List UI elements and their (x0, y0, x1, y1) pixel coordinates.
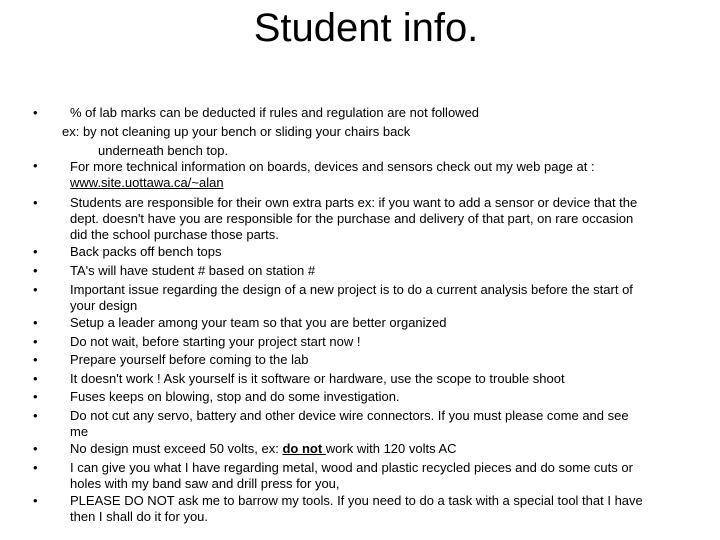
bullet-icon: • (33, 493, 38, 508)
bullet-icon: • (33, 441, 38, 456)
page-title: Student info. (253, 6, 479, 50)
emphasis-text: do not (282, 441, 326, 456)
bullet-icon: • (33, 334, 38, 349)
list-item-line: me (70, 424, 89, 439)
list-item-line: For more technical information on boards, devices and sensors check out my web page at : (70, 159, 595, 174)
bullet-icon: • (33, 460, 38, 475)
list-item-line: It doesn't work ! Ask yourself is it software or hardware, use the scope to trouble shoot (70, 371, 565, 386)
bullet-icon: • (33, 282, 38, 297)
bullet-icon: • (33, 315, 38, 330)
list-item-text: work with 120 volts AC (325, 441, 457, 456)
list-item-line: dept. doesn't have you are responsible for the purchase and delivery of that part, on rare occasion (70, 211, 634, 226)
list-item-line: did the school purchase those parts. (70, 227, 279, 242)
bullet-icon: • (33, 195, 38, 210)
list-item-text: No design must exceed 50 volts, ex: (70, 441, 283, 456)
list-item-line (70, 441, 457, 457)
list-item-line: Students are responsible for their own extra parts ex: if you want to add a sensor or device that the (70, 195, 638, 210)
bullet-icon: • (33, 244, 38, 259)
list-item-line: Do not wait, before starting your project start now ! (70, 334, 361, 349)
bullet-icon: • (33, 352, 38, 367)
list-item-line: Do not cut any servo, battery and other device wire connectors. If you must please come and see (70, 408, 629, 423)
bullet-icon: • (33, 263, 38, 278)
bullet-icon: • (33, 408, 38, 423)
list-item-line: your design (70, 298, 138, 313)
bullet-icon: • (33, 105, 38, 120)
list-item-line: PLEASE DO NOT ask me to barrow my tools. If you need to do a task with a special tool that I have (70, 493, 643, 508)
list-item-line: ex: by not cleaning up your bench or sliding your chairs back (62, 124, 411, 139)
bullet-icon: • (33, 371, 38, 386)
list-item-line: holes with my band saw and drill press for you, (70, 476, 340, 491)
list-item-line: % of lab marks can be deducted if rules and regulation are not followed (70, 105, 480, 120)
list-item-line: Setup a leader among your team so that you are better organized (70, 315, 447, 330)
web-page-link[interactable]: www.site.uottawa.ca/~alan (70, 175, 224, 190)
bullet-icon: • (33, 158, 38, 173)
list-item-line: underneath bench top. (98, 143, 229, 158)
bullet-icon: • (33, 389, 38, 404)
list-item-line: I can give you what I have regarding metal, wood and plastic recycled pieces and do some cuts or (70, 460, 633, 475)
list-item-line: TA's will have student # based on station # (70, 263, 316, 278)
list-item-line: then I shall do it for you. (70, 509, 209, 524)
list-item-line: Back packs off bench tops (70, 244, 222, 259)
list-item-line: Prepare yourself before coming to the lab (70, 352, 309, 367)
list-item-line: Fuses keeps on blowing, stop and do some investigation. (70, 389, 400, 404)
list-item-line: Important issue regarding the design of a new project is to do a current analysis before the start of (70, 282, 633, 297)
